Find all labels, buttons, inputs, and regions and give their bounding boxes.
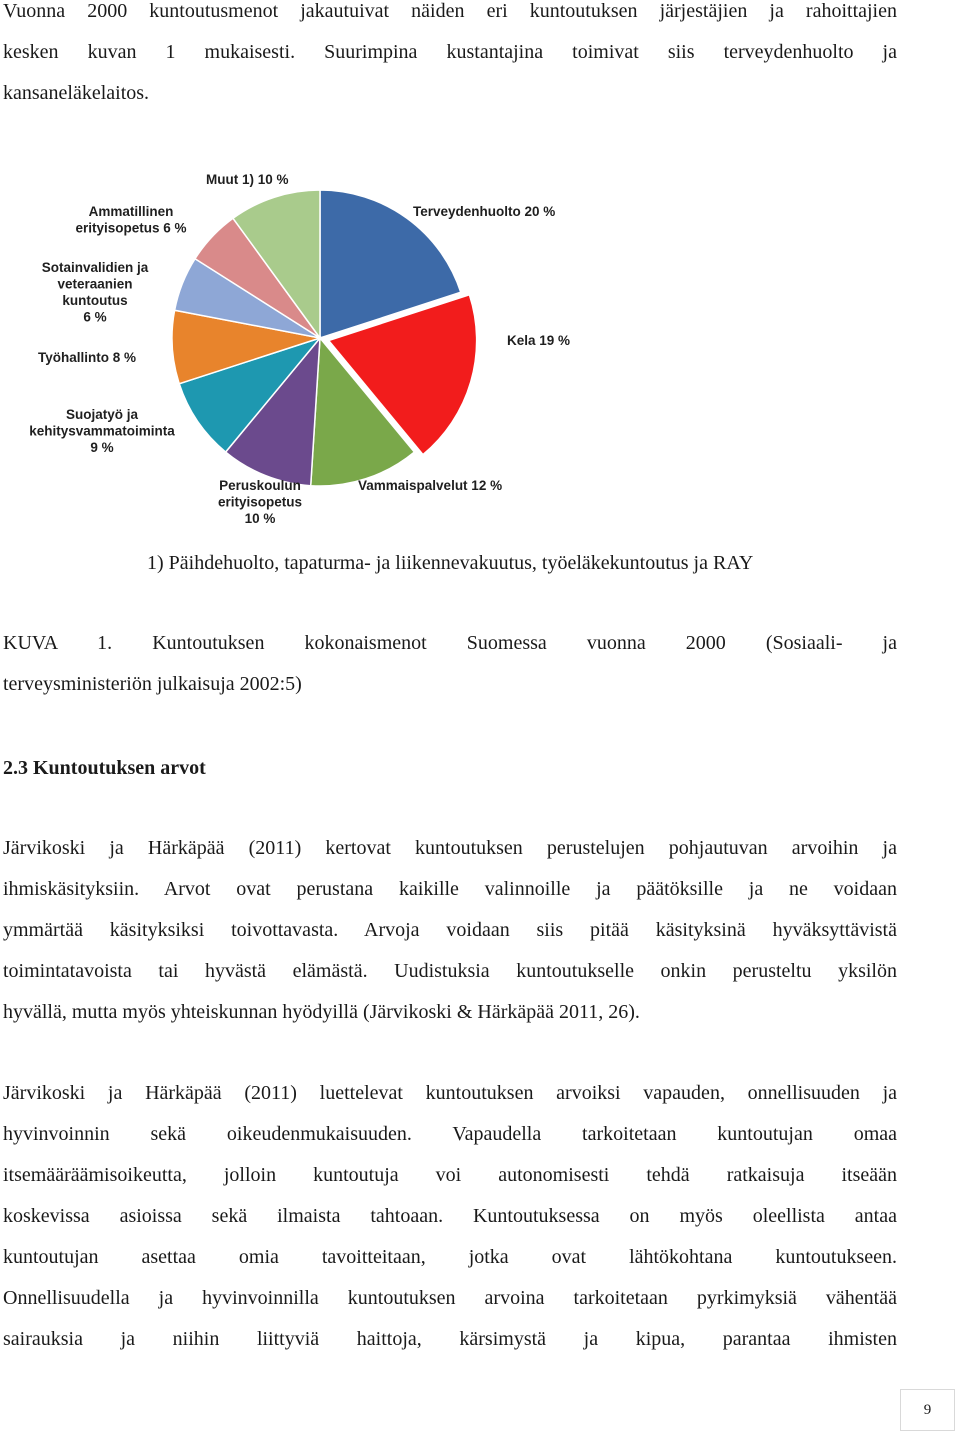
pie-slice-label: Sotainvalidien ja veteraanien kuntoutus 6 %	[41, 260, 149, 325]
text-line: ihmiskäsityksiin. Arvot ovat perustana kaikille valinnoille ja päätöksille ja ne voidaan	[3, 878, 897, 900]
body-paragraph	[3, 1073, 897, 1360]
text-line: hyvällä, mutta myös yhteiskunnan hyödyillä (Järvikoski & Härkäpää 2011, 26).	[3, 1001, 640, 1023]
text-line: koskevissa asioissa sekä ilmaista tahtoaan. Kuntoutuksessa on myös oleellista antaa	[3, 1205, 897, 1227]
text-line: Onnellisuudella ja hyvinvoinnilla kuntoutuksen arvoina tarkoitetaan pyrkimyksiä vähentää	[3, 1287, 897, 1309]
text-line: kesken kuvan 1 mukaisesti. Suurimpina kustantajina toimivat siis terveydenhuolto ja	[3, 41, 897, 63]
text-line: Järvikoski ja Härkäpää (2011) luettelevat kuntoutuksen arvoiksi vapauden, onnellisuuden ja	[3, 1082, 897, 1104]
text-line: kuntoutujan asettaa omia tavoitteitaan, jotka ovat lähtökohtana kuntoutukseen.	[3, 1246, 897, 1268]
pie-slice-label: Terveydenhuolto 20 %	[413, 204, 556, 219]
intro-paragraph	[3, 0, 897, 114]
pie-slice-label: Vammaispalvelut 12 %	[358, 478, 503, 493]
text-line: sairauksia ja niihin liittyviä haittoja, kärsimystä ja kipua, parantaa ihmisten	[3, 1328, 897, 1350]
page-number: 9	[900, 1389, 955, 1431]
section-heading: 2.3 Kuntoutuksen arvot	[3, 757, 206, 779]
pie-slice-label: Ammatillinen erityisopetus 6 %	[75, 204, 187, 236]
pie-slice-label: Kela 19 %	[507, 333, 571, 348]
text-line: itsemääräämisoikeutta, jolloin kuntoutuja voi autonomisesti tehdä ratkaisuja itseään	[3, 1164, 897, 1186]
chart-footnote: 1) Päihdehuolto, tapaturma- ja liikennevakuutus, työeläkekuntoutus ja RAY	[147, 552, 754, 574]
figure-caption	[3, 623, 897, 705]
pie-chart	[0, 160, 620, 540]
text-line: kansaneläkelaitos.	[3, 82, 150, 104]
pie-slice-label: Peruskoulun erityisopetus 10 %	[217, 478, 303, 526]
text-line: toimintatavoista tai hyvästä elämästä. Uudistuksia kuntoutukselle onkin perusteltu yksilön	[3, 960, 897, 982]
text-line: hyvinvoinnin sekä oikeudenmukaisuuden. Vapaudella tarkoitetaan kuntoutujan omaa	[3, 1123, 897, 1145]
text-line: Järvikoski ja Härkäpää (2011) kertovat kuntoutuksen perustelujen pohjautuvan arvoihin ja	[3, 837, 897, 859]
pie-slices	[172, 190, 477, 486]
pie-slice-label: Suojatyö ja kehitysvammatoiminta 9 %	[29, 407, 175, 455]
pie-slice-label: Työhallinto 8 %	[38, 350, 137, 365]
text-line: KUVA 1. Kuntoutuksen kokonaismenot Suomessa vuonna 2000 (Sosiaali- ja	[3, 632, 897, 654]
body-paragraph	[3, 828, 897, 1033]
pie-slice-label: Muut 1) 10 %	[206, 172, 289, 187]
text-line: terveysministeriön julkaisuja 2002:5)	[3, 673, 302, 695]
text-line: ymmärtää käsityksiksi toivottavasta. Arvoja voidaan siis pitää käsityksinä hyväksyttävistä	[3, 919, 897, 941]
text-line: Vuonna 2000 kuntoutusmenot jakautuivat näiden eri kuntoutuksen järjestäjien ja rahoittajien	[3, 0, 897, 22]
